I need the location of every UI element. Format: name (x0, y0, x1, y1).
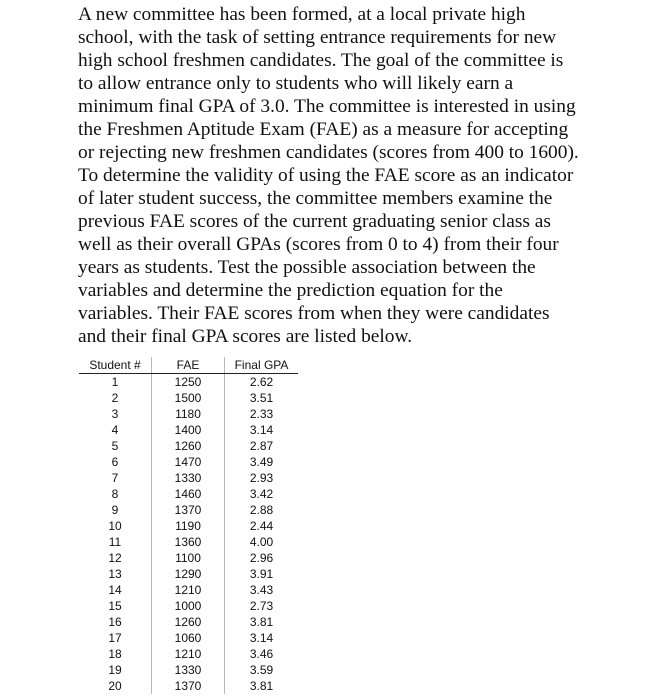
fae-cell: 1260 (152, 614, 225, 630)
table-row (79, 406, 298, 422)
fae-cell: 1370 (152, 502, 225, 518)
header-final-gpa: Final GPA (225, 357, 299, 374)
student-number-cell: 2 (79, 390, 152, 406)
problem-statement (78, 3, 598, 348)
final-gpa-cell: 2.33 (249, 407, 274, 421)
table-row (79, 470, 298, 486)
fae-cell: 1400 (152, 422, 225, 438)
final-gpa-cell: 2.87 (249, 439, 274, 453)
student-number-cell: 17 (79, 630, 152, 646)
student-number-cell: 13 (79, 566, 152, 582)
fae-cell: 1500 (152, 390, 225, 406)
table-row (79, 630, 298, 646)
problem-line: the Freshmen Aptitude Exam (FAE) as a measure for accepting (78, 119, 569, 140)
problem-line: well as their overall GPAs (scores from 0 to 4) from their four (78, 234, 559, 255)
fae-cell: 1470 (152, 454, 225, 470)
problem-line: or rejecting new freshmen candidates (scores from 400 to 1600). (78, 142, 579, 163)
problem-line: school, with the task of setting entrance requirements for new (78, 27, 557, 48)
problem-line: of later student success, the committee members examine the (78, 188, 553, 209)
final-gpa-cell: 3.91 (249, 567, 274, 581)
problem-line: and their final GPA scores are listed below. (78, 326, 413, 347)
student-number-cell: 1 (79, 374, 152, 391)
fae-cell: 1330 (152, 470, 225, 486)
fae-cell: 1330 (152, 662, 225, 678)
fae-cell: 1260 (152, 438, 225, 454)
table-row (79, 662, 298, 678)
header-fae: FAE (152, 357, 225, 374)
final-gpa-cell: 3.51 (249, 391, 274, 405)
student-number-cell: 12 (79, 550, 152, 566)
problem-line: previous FAE scores of the current graduating senior class as (78, 211, 551, 232)
fae-cell: 1000 (152, 598, 225, 614)
fae-cell: 1060 (152, 630, 225, 646)
problem-line: variables. Their FAE scores from when they were candidates (78, 303, 550, 324)
final-gpa-cell: 2.88 (249, 503, 274, 517)
problem-line: high school freshmen candidates. The goal of the committee is (78, 50, 564, 71)
problem-line: A new committee has been formed, at a local private high (78, 4, 526, 25)
fae-cell: 1190 (152, 518, 225, 534)
student-number-cell: 7 (79, 470, 152, 486)
problem-line: minimum final GPA of 3.0. The committee is interested in using (78, 96, 576, 117)
table-row (79, 566, 298, 582)
final-gpa-cell: 2.96 (249, 551, 274, 565)
problem-line: to allow entrance only to students who will likely earn a (78, 73, 514, 94)
fae-cell: 1210 (152, 582, 225, 598)
final-gpa-cell: 3.59 (249, 663, 274, 677)
table-row (79, 502, 298, 518)
fae-gpa-table (79, 357, 298, 694)
final-gpa-cell: 2.44 (249, 519, 274, 533)
student-number-cell: 3 (79, 406, 152, 422)
final-gpa-cell: 2.62 (249, 375, 274, 389)
table-row (79, 550, 298, 566)
table-row (79, 614, 298, 630)
student-number-cell: 16 (79, 614, 152, 630)
fae-cell: 1360 (152, 534, 225, 550)
final-gpa-cell: 2.93 (249, 471, 274, 485)
table-header-row (79, 357, 298, 374)
final-gpa-cell: 3.14 (249, 423, 274, 437)
final-gpa-cell: 3.46 (249, 647, 274, 661)
student-number-cell: 9 (79, 502, 152, 518)
final-gpa-cell: 3.42 (249, 487, 274, 501)
table-row (79, 438, 298, 454)
fae-cell: 1180 (152, 406, 225, 422)
student-number-cell: 6 (79, 454, 152, 470)
student-number-cell: 15 (79, 598, 152, 614)
table-body (79, 374, 298, 695)
table-row (79, 598, 298, 614)
table-row (79, 454, 298, 470)
problem-line: To determine the validity of using the FAE score as an indicator (78, 165, 574, 186)
table-row (79, 534, 298, 550)
student-number-cell: 18 (79, 646, 152, 662)
header-student-number: Student # (79, 357, 152, 374)
table-row (79, 374, 298, 391)
student-number-cell: 11 (79, 534, 152, 550)
student-number-cell: 14 (79, 582, 152, 598)
student-number-cell: 20 (79, 678, 152, 694)
fae-cell: 1290 (152, 566, 225, 582)
table-row (79, 486, 298, 502)
student-number-cell: 10 (79, 518, 152, 534)
table-row (79, 582, 298, 598)
problem-line: variables and determine the prediction equation for the (78, 280, 503, 301)
student-number-cell: 8 (79, 486, 152, 502)
fae-cell: 1250 (152, 374, 225, 391)
final-gpa-cell: 3.43 (249, 583, 274, 597)
table-row (79, 518, 298, 534)
table-row (79, 390, 298, 406)
table-row (79, 422, 298, 438)
final-gpa-cell: 3.81 (249, 615, 274, 629)
fae-cell: 1100 (152, 550, 225, 566)
final-gpa-cell: 3.81 (249, 679, 274, 693)
student-number-cell: 4 (79, 422, 152, 438)
final-gpa-cell: 3.14 (249, 631, 274, 645)
problem-line: years as students. Test the possible association between the (78, 257, 536, 278)
final-gpa-cell: 2.73 (249, 599, 274, 613)
table-row (79, 678, 298, 694)
student-number-cell: 19 (79, 662, 152, 678)
fae-cell: 1210 (152, 646, 225, 662)
fae-cell: 1460 (152, 486, 225, 502)
fae-cell: 1370 (152, 678, 225, 694)
student-number-cell: 5 (79, 438, 152, 454)
table-row (79, 646, 298, 662)
final-gpa-cell: 4.00 (249, 535, 274, 549)
final-gpa-cell: 3.49 (249, 455, 274, 469)
